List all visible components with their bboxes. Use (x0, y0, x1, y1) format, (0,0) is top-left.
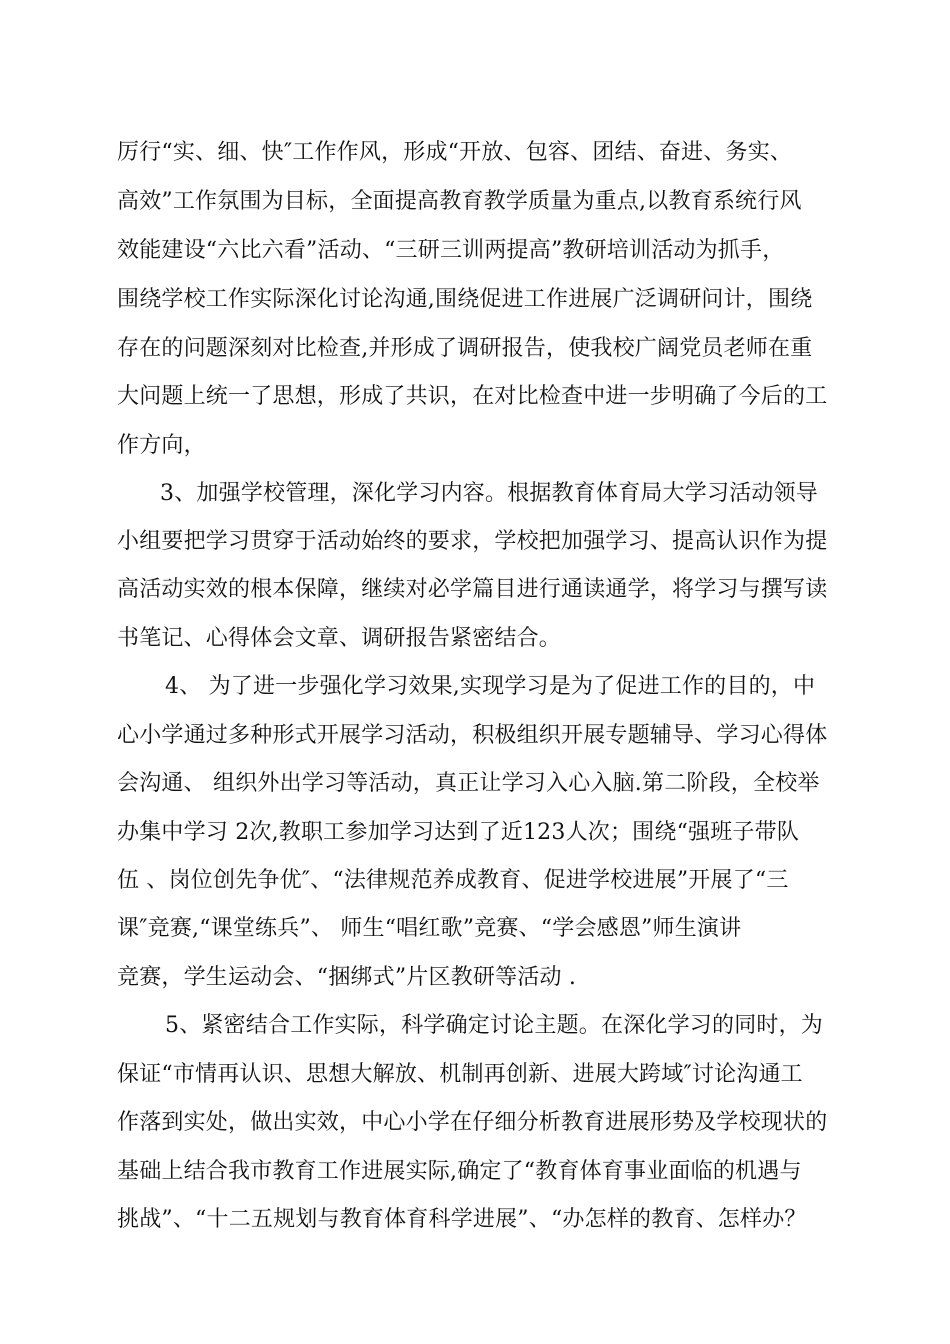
text-line: 基础上结合我市教育工作进展实际,确定了“教育体育事业面临的机遇与 (117, 1159, 802, 1184)
paragraph-4-start: 4、 为了进一步强化学习效果,实现学习是为了促进工作的目的，中 (165, 674, 816, 699)
text-line: 课″竞赛,“课堂练兵”、 师生“唱红歌”竞赛、“学会感恩”师生演讲 (117, 916, 742, 941)
text-line: 竞赛，学生运动会、“捆绑式”片区教研等活动 . (117, 965, 577, 990)
text-line: 作方向， (117, 433, 206, 458)
text-line: 伍 、岗位创先争优″、“法律规范养成教育、促进学校进展”开展了“三 (117, 868, 789, 893)
paragraph-3-start: 3、加强学校管理，深化学习内容。根据教育体育局大学习活动领导 (160, 481, 818, 506)
text-line: 挑战”、“十二五规划与教育体育科学进展”、“办怎样的教育、怎样办？ (117, 1207, 807, 1232)
paragraph-5-start: 5、紧密结合工作实际，科学确定讨论主题。在深化学习的同时，为 (165, 1013, 823, 1038)
text-line: 高活动实效的根本保障，继续对必学篇目进行通读通学，将学习与撰写读 (117, 577, 828, 602)
text-line: 会沟通、 组织外出学习等活动，真正让学习入心入脑.第二阶段，全校举 (117, 771, 820, 796)
text-line: 效能建设“六比六看”活动、“三研三训两提高”教研培训活动为抓手， (117, 238, 785, 263)
text-line: 作落到实处，做出实效，中心小学在仔细分析教育进展形势及学校现状的 (117, 1110, 828, 1135)
text-line: 保证“市情再认识、思想大解放、机制再创新、进展大跨域″讨论沟通工 (117, 1062, 803, 1087)
text-line: 书笔记、心得体会文章、调研报告紧密结合。 (117, 626, 562, 651)
text-line: 高效”工作氛围为目标，全面提高教育教学质量为重点,以教育系统行风 (117, 189, 802, 214)
text-line: 厉行“实、细、快″工作作风，形成“开放、包容、团结、奋进、务实、 (117, 140, 793, 165)
text-line: 心小学通过多种形式开展学习活动，积极组织开展专题辅导、学习心得体 (117, 723, 828, 748)
text-line: 存在的问题深刻对比检查,并形成了调研报告，使我校广阔党员老师在重 (117, 336, 813, 361)
text-line: 办集中学习 2次,教职工参加学习达到了近123人次；围绕“强班子带队 (117, 820, 800, 845)
text-line: 围绕学校工作实际深化讨论沟通,围绕促进工作进展广泛调研问计，围绕 (117, 287, 813, 312)
text-line: 大问题上统一了思想，形成了共识，在对比检查中进一步明确了今后的工 (117, 384, 828, 409)
text-line: 小组要把学习贯穿于活动始终的要求，学校把加强学习、提高认识作为提 (117, 529, 828, 554)
